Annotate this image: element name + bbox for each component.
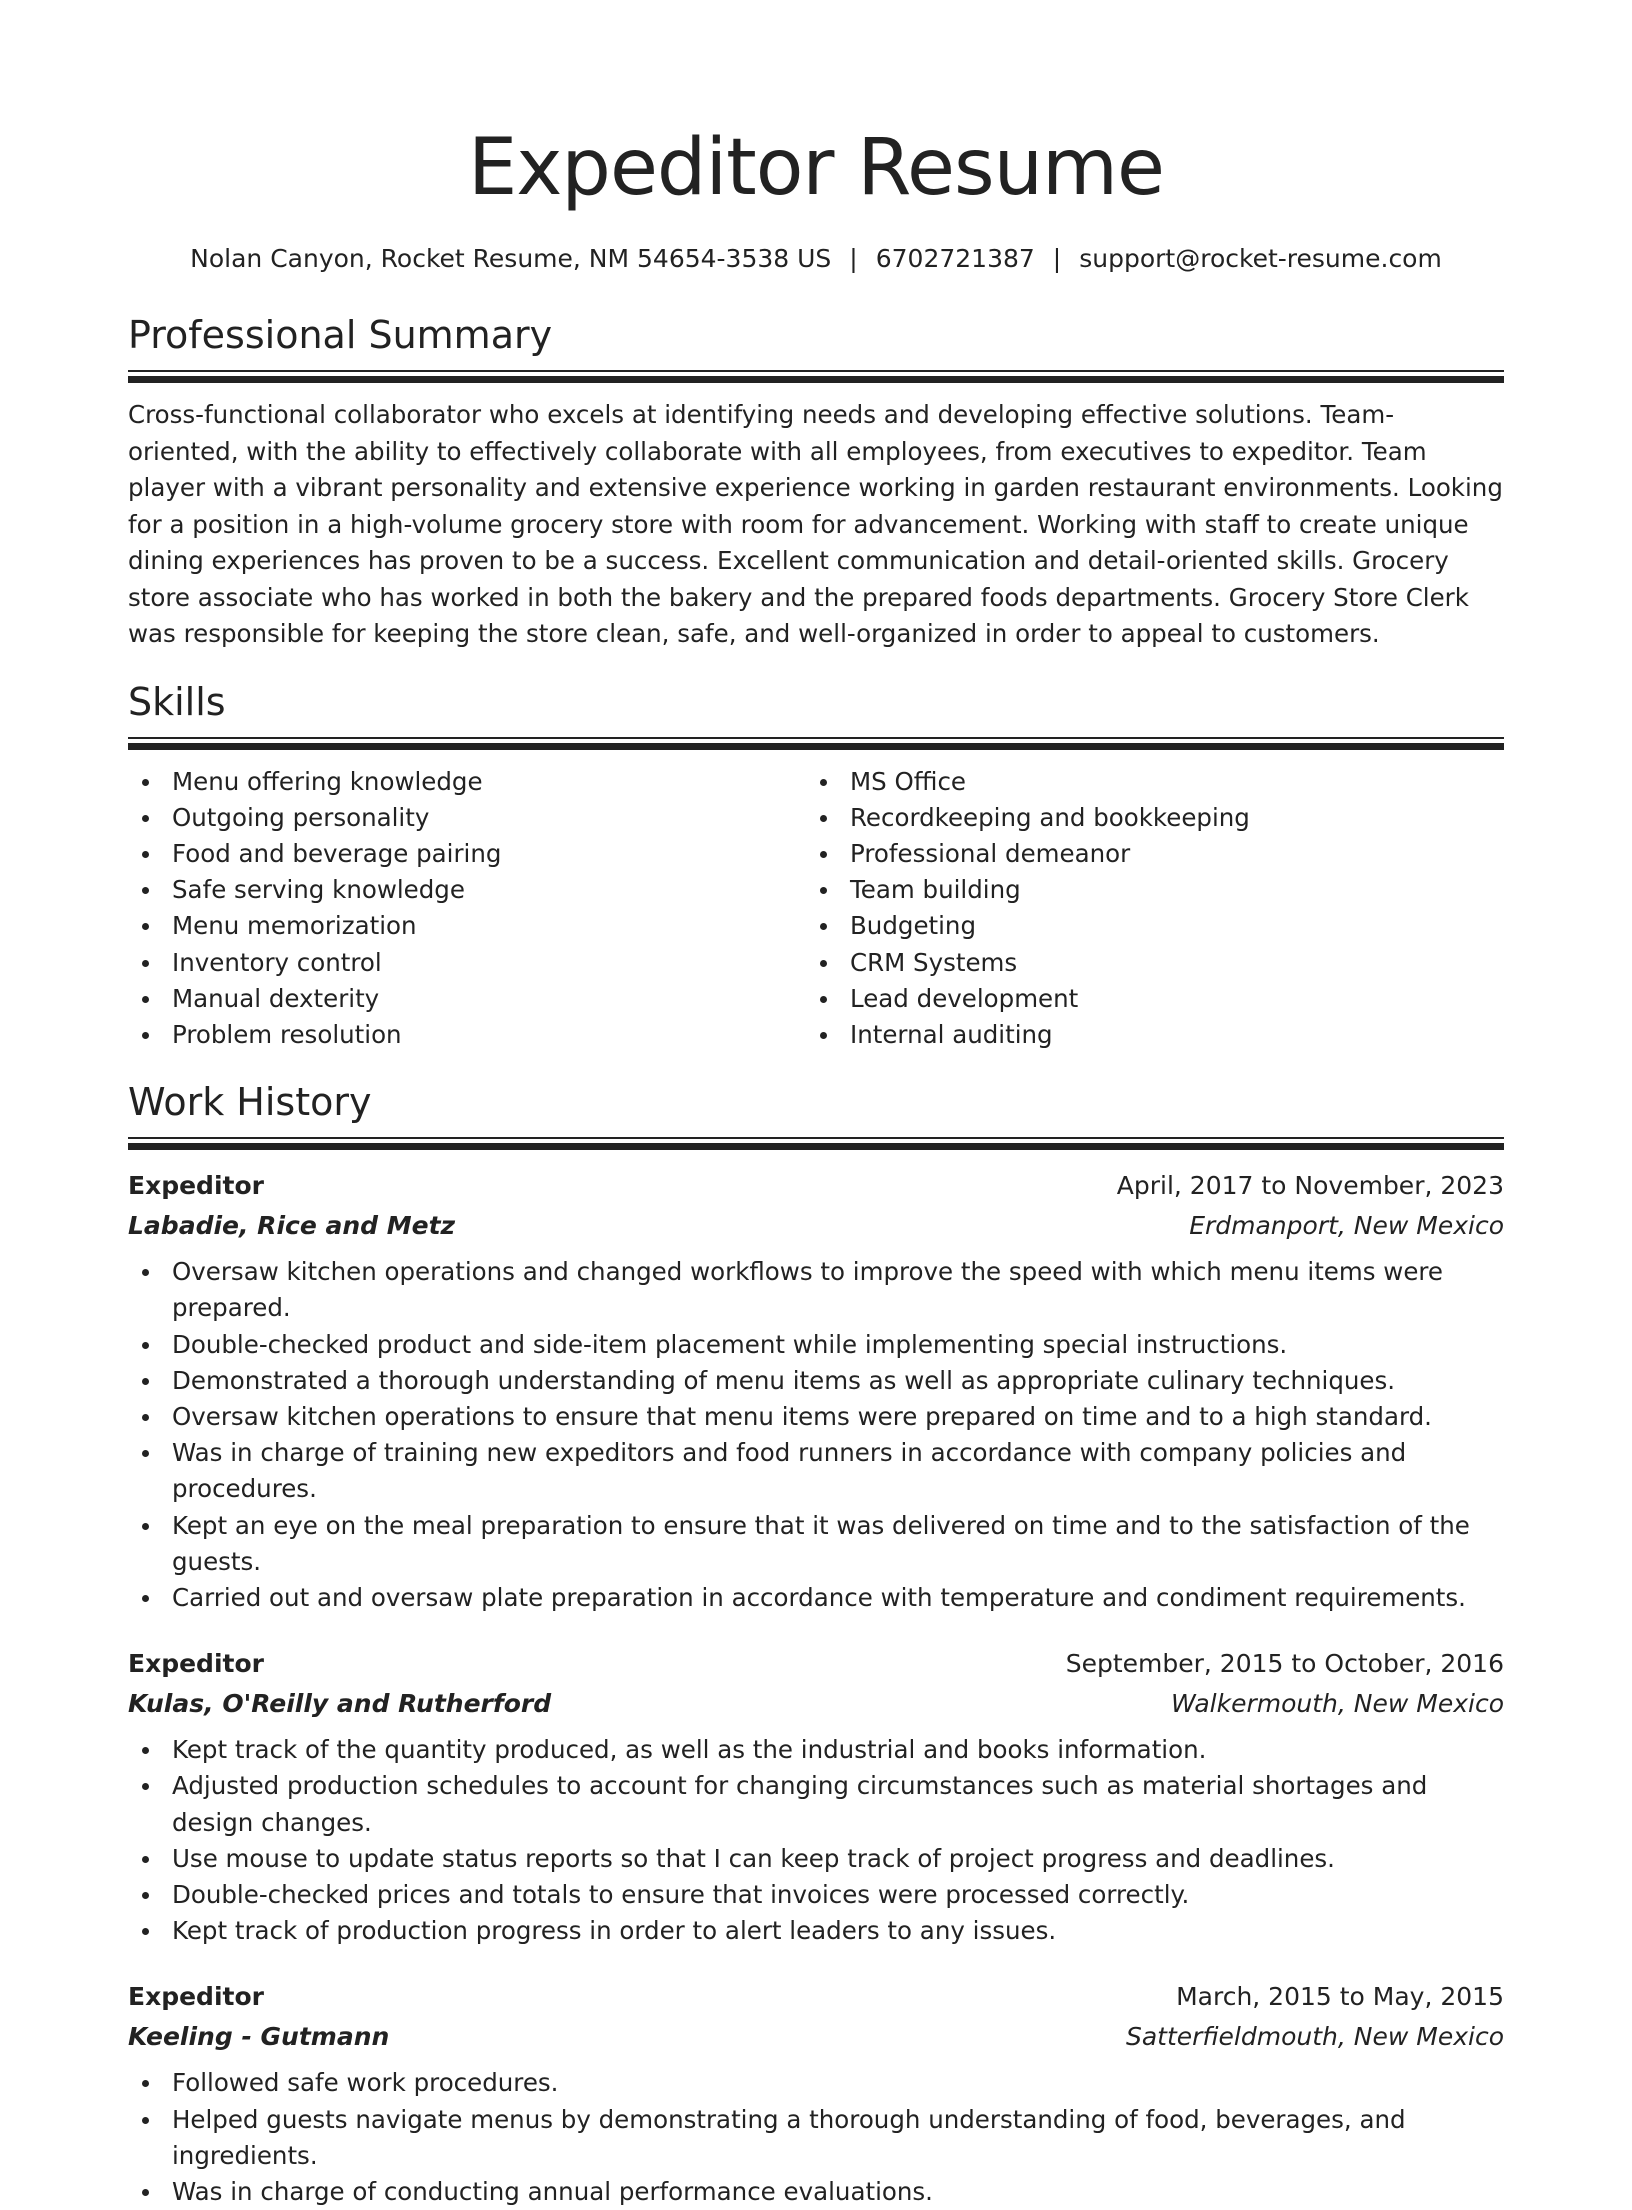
skill-item: Lead development <box>806 981 1484 1017</box>
job-company: Keeling - Gutmann <box>128 2022 390 2052</box>
job-company: Kulas, O'Reilly and Rutherford <box>128 1689 552 1719</box>
contact-separator: | <box>1052 244 1062 273</box>
section-heading-skills: Skills <box>128 679 226 724</box>
job-title: Expeditor <box>128 1171 264 1201</box>
job-dates: March, 2015 to May, 2015 <box>1176 1982 1504 2012</box>
job-duty: Oversaw kitchen operations to ensure that menu items were prepared on time and to a high standard. <box>128 1399 1504 1435</box>
skill-item: Budgeting <box>806 908 1484 944</box>
job-entry <box>128 1166 1504 1616</box>
resume-page <box>128 0 1504 2210</box>
job-duty: Was in charge of training new expeditors and food runners in accordance with company policies and procedures. <box>128 1435 1504 1507</box>
contact-line <box>128 242 1504 276</box>
skills-section <box>128 677 1504 1054</box>
job-header-row <box>128 1166 1504 1206</box>
section-divider <box>128 737 1504 750</box>
job-entry <box>128 1644 1504 1949</box>
job-title: Expeditor <box>128 1649 264 1679</box>
skill-item: Manual dexterity <box>128 981 806 1017</box>
job-duty: Was in charge of conducting annual performance evaluations. <box>128 2174 1504 2210</box>
skills-columns <box>128 764 1504 1054</box>
job-duties-list <box>128 1732 1504 1949</box>
job-duty: Kept track of production progress in order to alert leaders to any issues. <box>128 1913 1504 1949</box>
skill-item: Food and beverage pairing <box>128 836 806 872</box>
job-company: Labadie, Rice and Metz <box>128 1211 456 1241</box>
job-entry <box>128 1977 1504 2210</box>
job-duty: Demonstrated a thorough understanding of menu items as well as appropriate culinary techniques. <box>128 1363 1504 1399</box>
job-duty: Helped guests navigate menus by demonstrating a thorough understanding of food, beverages, and ingredients. <box>128 2102 1504 2174</box>
job-duties-list <box>128 2065 1504 2210</box>
job-duty: Carried out and oversaw plate preparation in accordance with temperature and condiment requirements. <box>128 1580 1504 1616</box>
contact-email: support@rocket-resume.com <box>1079 244 1442 273</box>
job-dates: September, 2015 to October, 2016 <box>1065 1649 1504 1679</box>
job-duty: Oversaw kitchen operations and changed workflows to improve the speed with which menu items were prepared. <box>128 1254 1504 1326</box>
contact-separator: | <box>849 244 858 273</box>
skill-item: Problem resolution <box>128 1017 806 1053</box>
skill-item: Menu memorization <box>128 908 806 944</box>
job-duty: Double-checked prices and totals to ensure that invoices were processed correctly. <box>128 1877 1504 1913</box>
section-heading-work-history: Work History <box>128 1080 372 1125</box>
skill-item: MS Office <box>806 764 1484 800</box>
job-duty: Use mouse to update status reports so that I can keep track of project progress and deadlines. <box>128 1841 1504 1877</box>
job-duty: Followed safe work procedures. <box>128 2065 1504 2101</box>
summary-section <box>128 310 1504 653</box>
job-duty: Double-checked product and side-item placement while implementing special instructions. <box>128 1327 1504 1363</box>
job-duties-list <box>128 1254 1504 1616</box>
contact-phone: 6702721387 <box>875 244 1035 273</box>
skill-item: Outgoing personality <box>128 800 806 836</box>
skill-item: Inventory control <box>128 945 806 981</box>
skill-item: CRM Systems <box>806 945 1484 981</box>
skills-list-right <box>806 764 1484 1054</box>
job-duty: Kept track of the quantity produced, as well as the industrial and books information. <box>128 1732 1504 1768</box>
resume-title: Expeditor Resume <box>467 123 1165 213</box>
job-location: Walkermouth, New Mexico <box>1171 1689 1504 1719</box>
summary-text: Cross-functional collaborator who excels at identifying needs and developing effective solutions. Team-oriented, with the ability to effectively collaborate with all employees, from executives to expeditor. Team player with a vibrant personality and extensive experience working in garden restaurant environments. Looking for a position in a high-volume grocery store with room for advancement. Working with staff to create unique dining experiences has proven to be a success. Excellent communication and detail-oriented skills. Grocery store associate who has worked in both the bakery and the prepared foods departments. Grocery Store Clerk was responsible for keeping the store clean, safe, and well-organized in order to appeal to customers. <box>128 400 1503 648</box>
contact-address: Nolan Canyon, Rocket Resume, NM 54654-3538 US <box>190 244 832 273</box>
job-dates: April, 2017 to November, 2023 <box>1116 1171 1504 1201</box>
section-heading-summary: Professional Summary <box>128 313 553 357</box>
job-location: Satterfieldmouth, New Mexico <box>1125 2022 1504 2052</box>
job-header-row <box>128 1977 1504 2017</box>
skill-item: Menu offering knowledge <box>128 764 806 800</box>
skill-item: Recordkeeping and bookkeeping <box>806 800 1484 836</box>
job-company-row <box>128 1684 1504 1724</box>
job-location: Erdmanport, New Mexico <box>1189 1211 1504 1241</box>
job-company-row <box>128 1206 1504 1246</box>
job-title: Expeditor <box>128 1982 264 2012</box>
job-duty: Kept an eye on the meal preparation to ensure that it was delivered on time and to the satisfaction of the guests. <box>128 1508 1504 1580</box>
section-divider <box>128 1137 1504 1150</box>
job-company-row <box>128 2017 1504 2057</box>
skill-item: Professional demeanor <box>806 836 1484 872</box>
work-history-section <box>128 1077 1504 2210</box>
skill-item: Team building <box>806 872 1484 908</box>
section-divider <box>128 370 1504 383</box>
skill-item: Internal auditing <box>806 1017 1484 1053</box>
job-header-row <box>128 1644 1504 1684</box>
skills-list-left <box>128 764 806 1054</box>
skill-item: Safe serving knowledge <box>128 872 806 908</box>
job-duty: Adjusted production schedules to account for changing circumstances such as material shortages and design changes. <box>128 1768 1504 1840</box>
